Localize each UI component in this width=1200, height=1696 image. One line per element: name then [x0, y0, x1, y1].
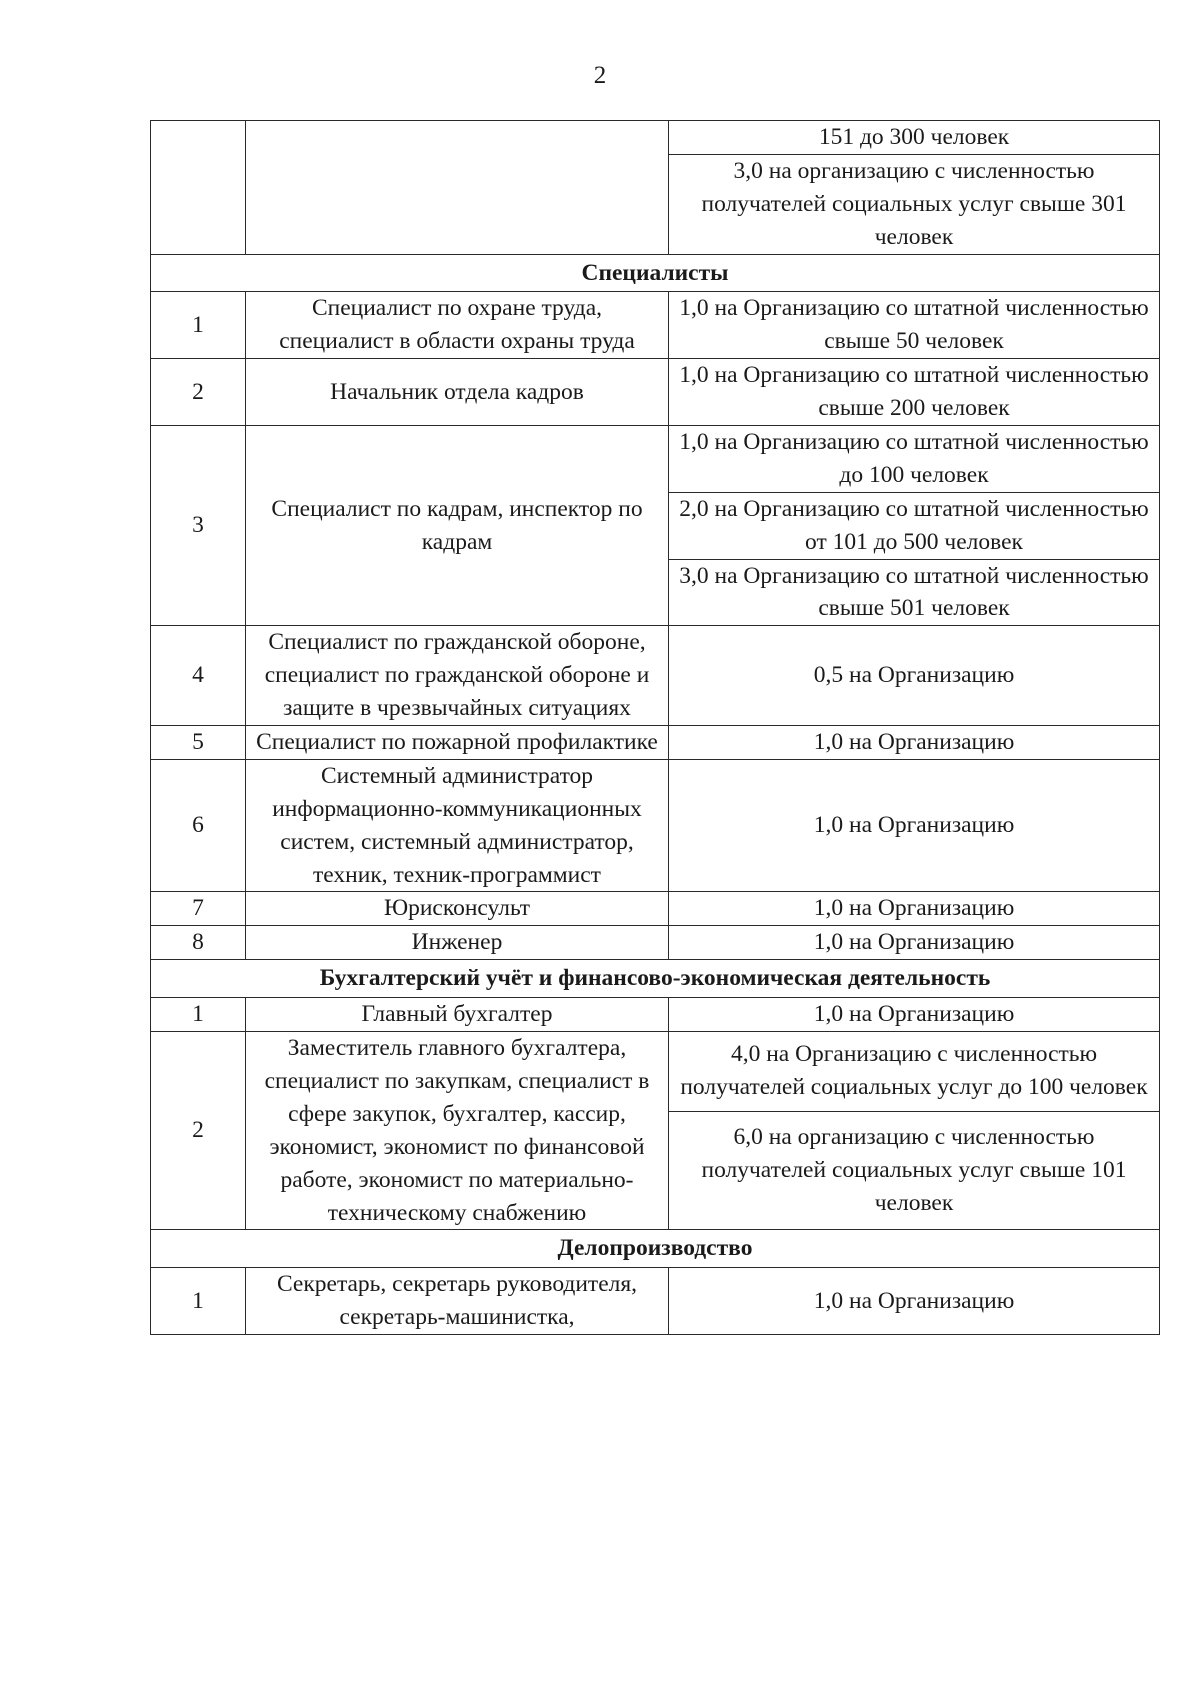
norm-cell: 1,0 на Организацию со штатной численностью свыше 50 человек: [669, 292, 1160, 359]
table-row: [151, 121, 1160, 155]
table-row: [151, 1268, 1160, 1335]
role-cell: Инженер: [246, 926, 669, 960]
row-number-cell: 4: [151, 626, 246, 726]
norm-cell: 1,0 на Организацию: [669, 726, 1160, 760]
row-number-cell: 7: [151, 892, 246, 926]
table-row: [151, 626, 1160, 726]
role-cell: Юрисконсульт: [246, 892, 669, 926]
norm-cell: 4,0 на Организацию с численностью получателей социальных услуг до 100 человек: [669, 1032, 1160, 1112]
section-title: Специалисты: [151, 254, 1160, 292]
norm-cell: 1,0 на Организацию: [669, 926, 1160, 960]
role-cell: Системный администратор информационно-коммуникационных систем, системный администратор, техник, техник-программист: [246, 759, 669, 892]
norm-cell: 1,0 на Организацию со штатной численностью до 100 человек: [669, 426, 1160, 493]
section-header-row: [151, 1230, 1160, 1268]
role-cell: Специалист по пожарной профилактике: [246, 726, 669, 760]
norm-cell: 1,0 на Организацию: [669, 1268, 1160, 1335]
role-cell: Специалист по кадрам, инспектор по кадрам: [246, 426, 669, 626]
role-cell: Секретарь, секретарь руководителя, секретарь-машинистка,: [246, 1268, 669, 1335]
role-cell: Начальник отдела кадров: [246, 359, 669, 426]
row-number-cell: 8: [151, 926, 246, 960]
table-row: [151, 1032, 1160, 1112]
row-number-cell: 2: [151, 359, 246, 426]
row-number-cell: 1: [151, 998, 246, 1032]
table-row: [151, 926, 1160, 960]
table-row: [151, 892, 1160, 926]
norm-cell: 151 до 300 человек: [669, 121, 1160, 155]
role-cell: Специалист по гражданской обороне, специалист по гражданской обороне и защите в чрезвычайных ситуациях: [246, 626, 669, 726]
section-header-row: [151, 254, 1160, 292]
table-row: [151, 998, 1160, 1032]
norm-cell: 3,0 на организацию с численностью получателей социальных услуг свыше 301 человек: [669, 154, 1160, 254]
norm-cell: 6,0 на организацию с численностью получателей социальных услуг свыше 101 человек: [669, 1111, 1160, 1230]
row-number-cell: 2: [151, 1032, 246, 1230]
role-cell: [246, 121, 669, 255]
norm-cell: 1,0 на Организацию со штатной численностью свыше 200 человек: [669, 359, 1160, 426]
row-number-cell: 3: [151, 426, 246, 626]
norm-cell: 2,0 на Организацию со штатной численностью от 101 до 500 человек: [669, 492, 1160, 559]
table-row: [151, 359, 1160, 426]
page-number: 2: [593, 62, 607, 89]
norm-cell: 3,0 на Организацию со штатной численностью свыше 501 человек: [669, 559, 1160, 626]
row-number-cell: 1: [151, 1268, 246, 1335]
staffing-norms-table: [150, 120, 1160, 1335]
table-row: [151, 759, 1160, 892]
section-header-row: [151, 960, 1160, 998]
table-row: [151, 726, 1160, 760]
row-number-cell: [151, 121, 246, 255]
role-cell: Главный бухгалтер: [246, 998, 669, 1032]
norm-cell: 1,0 на Организацию: [669, 892, 1160, 926]
row-number-cell: 5: [151, 726, 246, 760]
section-title: Бухгалтерский учёт и финансово-экономическая деятельность: [151, 960, 1160, 998]
role-cell: Специалист по охране труда, специалист в области охраны труда: [246, 292, 669, 359]
role-cell: Заместитель главного бухгалтера, специалист по закупкам, специалист в сфере закупок, бухгалтер, кассир, экономист, экономист по финансовой работе, экономист по материально-техническому снабжению: [246, 1032, 669, 1230]
row-number-cell: 1: [151, 292, 246, 359]
norm-cell: 1,0 на Организацию: [669, 998, 1160, 1032]
table-row: [151, 292, 1160, 359]
table-row: [151, 426, 1160, 493]
norm-cell: 1,0 на Организацию: [669, 759, 1160, 892]
section-title: Делопроизводство: [151, 1230, 1160, 1268]
norm-cell: 0,5 на Организацию: [669, 626, 1160, 726]
row-number-cell: 6: [151, 759, 246, 892]
